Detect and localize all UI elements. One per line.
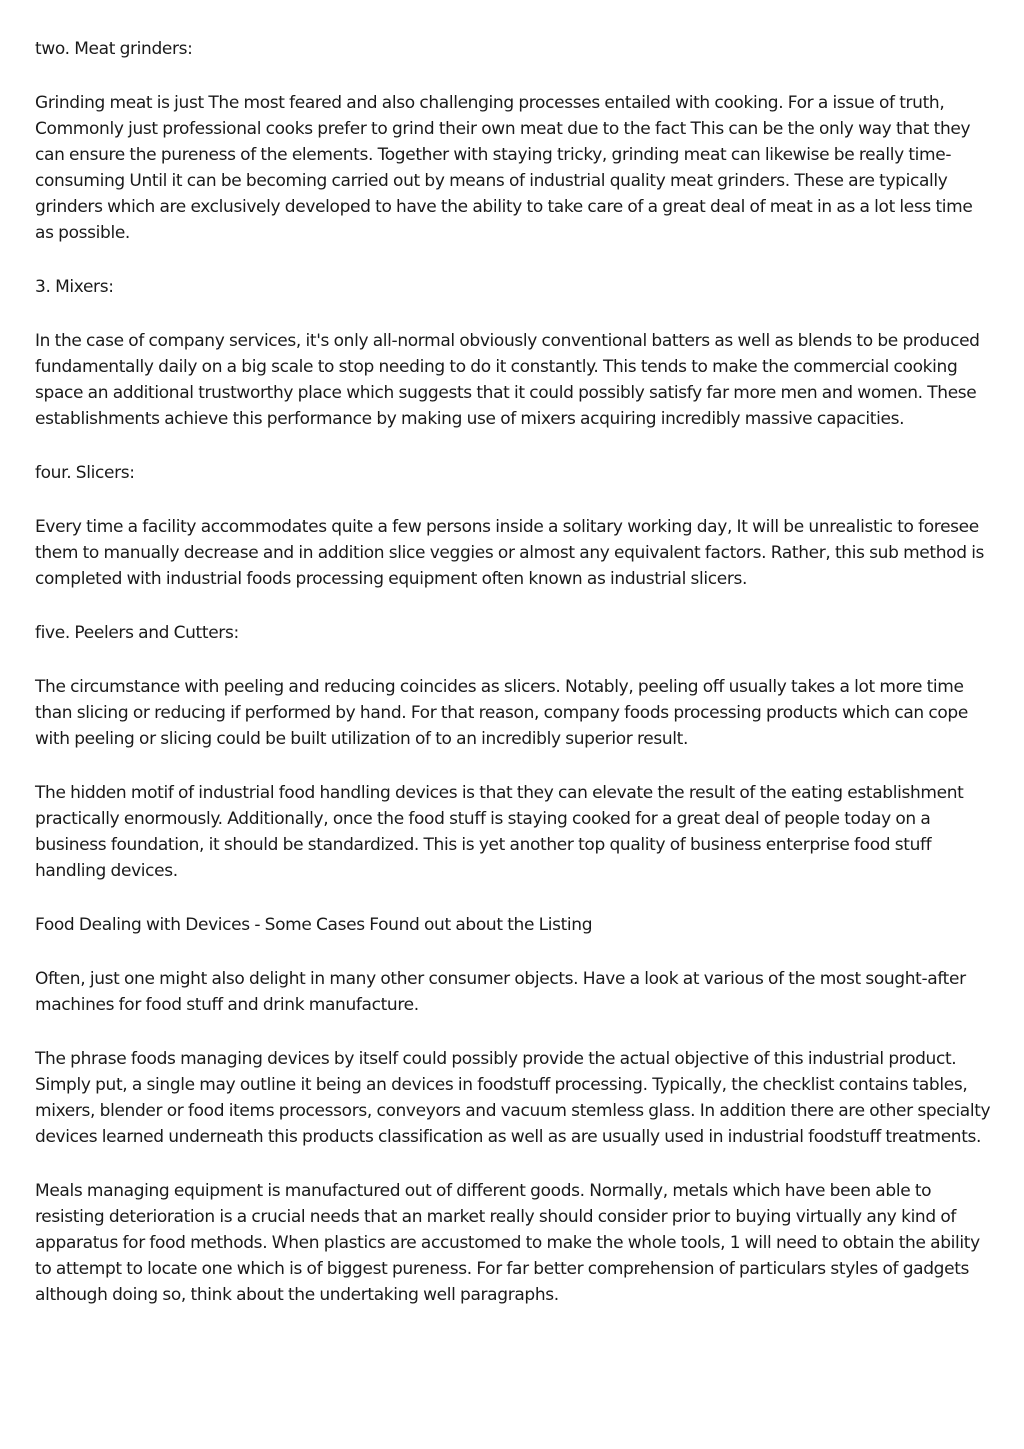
paragraph-peelers-cutters: The circumstance with peeling and reducing coincides as slicers. Notably, peeling off usually takes a lot more time than slicing or reducing if performed by hand. For that reason, company foods processing products which can cope with peeling or slicing could be built utilization of to an incredibly superior result.	[35, 677, 968, 749]
paragraph-consumer-objects: Often, just one might also delight in many other consumer objects. Have a look at various of the most sought-after machines for food stuff and drink manufacture.	[35, 969, 966, 1015]
paragraph-mixers: In the case of company services, it's only all-normal obviously conventional batters as well as blends to be produced fundamentally daily on a big scale to stop needing to do it constantly. This tends to make the commercial cooking space an additional trustworthy place which suggests that it could possibly satisfy far more men and women. These establishments achieve this performance by making use of mixers acquiring incredibly massive capacities.	[35, 331, 980, 429]
document-body	[35, 36, 995, 1336]
paragraph-meat-grinders: Grinding meat is just The most feared and also challenging processes entailed with cooking. For a issue of truth, Commonly just professional cooks prefer to grind their own meat due to the fact This can be the only way that they can ensure the pureness of the elements. Together with staying tricky, grinding meat can likewise be really time-consuming Until it can be becoming carried out by means of industrial quality meat grinders. These are typically grinders which are exclusively developed to have the ability to take care of a great deal of meat in as a lot less time as possible.	[35, 93, 973, 243]
paragraph-phrase-definition: The phrase foods managing devices by itself could possibly provide the actual objective of this industrial product. Simply put, a single may outline it being an devices in foodstuff processing. Typically, the checklist contains tables, mixers, blender or food items processors, conveyors and vacuum stemless glass. In addition there are other specialty devices learned underneath this products classification as well as are usually used in industrial foodstuff treatments.	[35, 1049, 991, 1147]
section-heading-mixers: 3. Mixers:	[35, 277, 114, 297]
section-heading-meat-grinders: two. Meat grinders:	[35, 39, 193, 59]
section-heading-peelers-cutters: five. Peelers and Cutters:	[35, 623, 239, 643]
paragraph-hidden-motif: The hidden motif of industrial food handling devices is that they can elevate the result of the eating establishment practically enormously. Additionally, once the food stuff is staying cooked for a great deal of people today on a business foundation, it should be standardized. This is yet another top quality of business enterprise food stuff handling devices.	[35, 783, 964, 881]
paragraph-slicers: Every time a facility accommodates quite a few persons inside a solitary working day, It will be unrealistic to foresee them to manually decrease and in addition slice veggies or almost any equivalent factors. Rather, this sub method is completed with industrial foods processing equipment often known as industrial slicers.	[35, 517, 985, 589]
section-heading-slicers: four. Slicers:	[35, 463, 135, 483]
paragraph-materials: Meals managing equipment is manufactured out of different goods. Normally, metals which have been able to resisting deterioration is a crucial needs that an market really should consider prior to buying virtually any kind of apparatus for food methods. When plastics are accustomed to make the whole tools, 1 will need to obtain the ability to attempt to locate one which is of biggest pureness. For far better comprehension of particulars styles of gadgets although doing so, think about the undertaking well paragraphs.	[35, 1181, 980, 1305]
section-heading-food-dealing: Food Dealing with Devices - Some Cases Found out about the Listing	[35, 915, 593, 935]
